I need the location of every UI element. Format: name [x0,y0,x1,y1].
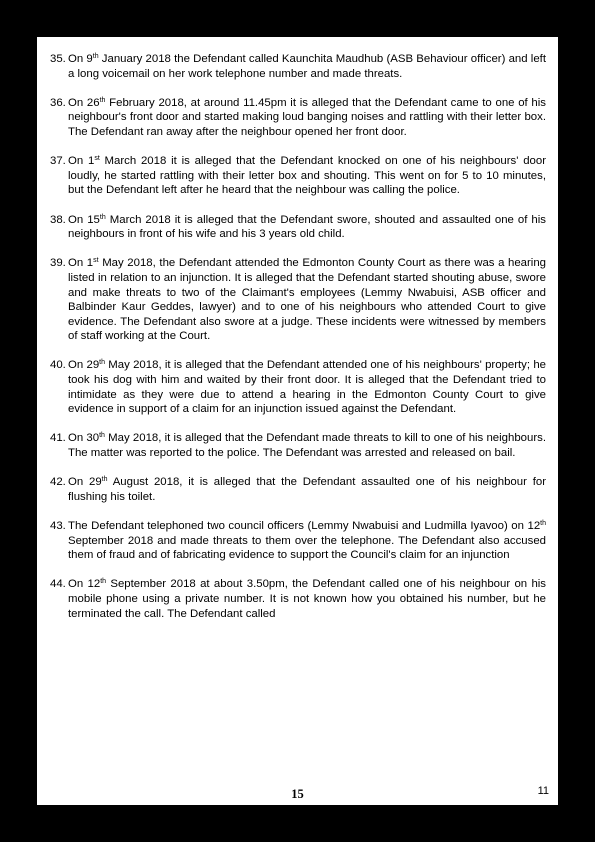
paragraph-number: 35. [50,53,66,65]
paragraph-list [50,52,546,636]
paragraph-number: 36. [50,96,66,109]
ordinal-suffix: th [540,520,546,527]
paragraph-item [50,96,546,140]
text-run: February 2018, at around 11.45pm it is alleged that the Defendant came to one of his neighbour's front door and started making loud banging noises and rattling with their letter box. The Defendant ran away after the neighbour opened her front door. [68,96,546,138]
paragraph-number: 40. [50,359,66,372]
document-page [37,37,558,805]
paragraph-text [68,577,546,621]
paragraph-item [50,358,546,416]
paragraph-text [68,256,546,344]
paragraph-number: 42. [50,476,66,489]
paragraph-text [68,213,546,242]
text-run: On 12 [68,578,101,591]
text-run: On 26 [68,96,100,109]
text-run: May 2018, it is alleged that the Defendant made threats to kill to one of his neighbours. The matter was reported to the police. The Defendant was arrested and released on bail. [68,432,547,460]
paragraph-item [50,519,546,563]
paragraph-number: 37. [50,155,66,168]
paragraph-text [68,96,546,140]
ordinal-suffix: th [99,96,106,104]
text-run: August 2018, it is alleged that the Defendant assaulted one of his neighbour for flushing his toilet. [68,476,546,503]
text-run: September 2018 and made threats to them over the telephone. The Defendant also accused them of fraud and of fabricating evidence to support the Council's claim for an injunction [68,534,546,562]
paragraph-number: 44. [50,578,66,591]
paragraph-item [50,52,546,81]
text-run: May 2018, it is alleged that the Defendant attended one of his neighbours' property; he took his dog with him and waited by their front door. It is alleged that the Defendant tried to intimidate as they were due to attend a hearing in the Edmonton County Court to give evidence in support of a claim for an injunction issued against the Defendant. [68,359,546,416]
paragraph-number: 38. [50,213,66,226]
paragraph-text [68,52,546,81]
paragraph-number: 41. [50,432,66,445]
paragraph-text [68,475,546,504]
paragraph-item [50,431,546,460]
ordinal-suffix: th [99,359,105,367]
text-run: On 1 [68,155,95,168]
ordinal-suffix: st [94,155,100,163]
paragraph-item [50,213,546,242]
ordinal-suffix: th [92,53,99,60]
ordinal-suffix: th [99,213,106,221]
text-run: The Defendant telephoned two council officers (Lemmy Nwabuisi and Ludmilla Iyavoo) on 12 [68,520,541,532]
paragraph-number: 43. [50,520,66,532]
text-run: January 2018 the Defendant called Kaunchita Maudhub (ASB Behaviour officer) and left a long voicemail on her work telephone number and made threats. [68,53,546,80]
page-number: 11 [537,785,549,797]
bates-number: 15 [291,787,304,801]
text-run: March 2018 it is alleged that the Defendant knocked on one of his neighbours' door loudly, he started rattling with their letter box and shouting. This went on for 5 to 10 minutes, but the Defendant left after he heard that the neighbour was calling the police. [68,155,546,197]
text-run: On 9 [68,53,93,65]
paragraph-text [68,519,546,563]
text-run: On 15 [68,213,100,226]
text-run: March 2018 it is alleged that the Defendant swore, shouted and assaulted one of his neighbours in front of his wife and his 3 years old child. [68,213,546,241]
paragraph-item [50,154,546,198]
paragraph-text [68,358,546,416]
ordinal-suffix: th [100,578,107,586]
text-run: On 1 [68,257,94,270]
paragraph-item [50,256,546,344]
text-run: On 29 [68,359,100,372]
text-run: May 2018, the Defendant attended the Edmonton County Court as there was a hearing listed in relation to an injunction. It is alleged that the Defendant started shouting abuse, swore and make threats to two of the Claimant's employees (Lemmy Nwabuisi, ASB officer and Balbinder Kaur Geddes, lawyer) and to one of his neighbours who attended Court to give evidence. The Defendant also swore at a judge. These incidents were witnessed by members of staff working at the Court. [68,257,546,343]
text-run: September 2018 at about 3.50pm, the Defendant called one of his neighbour on his mobile phone using a private number. It is not known how you obtained his number, but he terminated the call. The Defendant called [68,578,547,620]
ordinal-suffix: th [99,432,105,440]
ordinal-suffix: st [93,257,99,265]
paragraph-item [50,475,546,504]
text-run: On 30 [68,432,100,445]
ordinal-suffix: th [101,476,108,484]
paragraph-item [50,577,546,621]
paragraph-text [68,154,546,198]
text-run: On 29 [68,476,102,489]
paragraph-number: 39. [50,257,66,270]
paragraph-text [68,431,546,460]
